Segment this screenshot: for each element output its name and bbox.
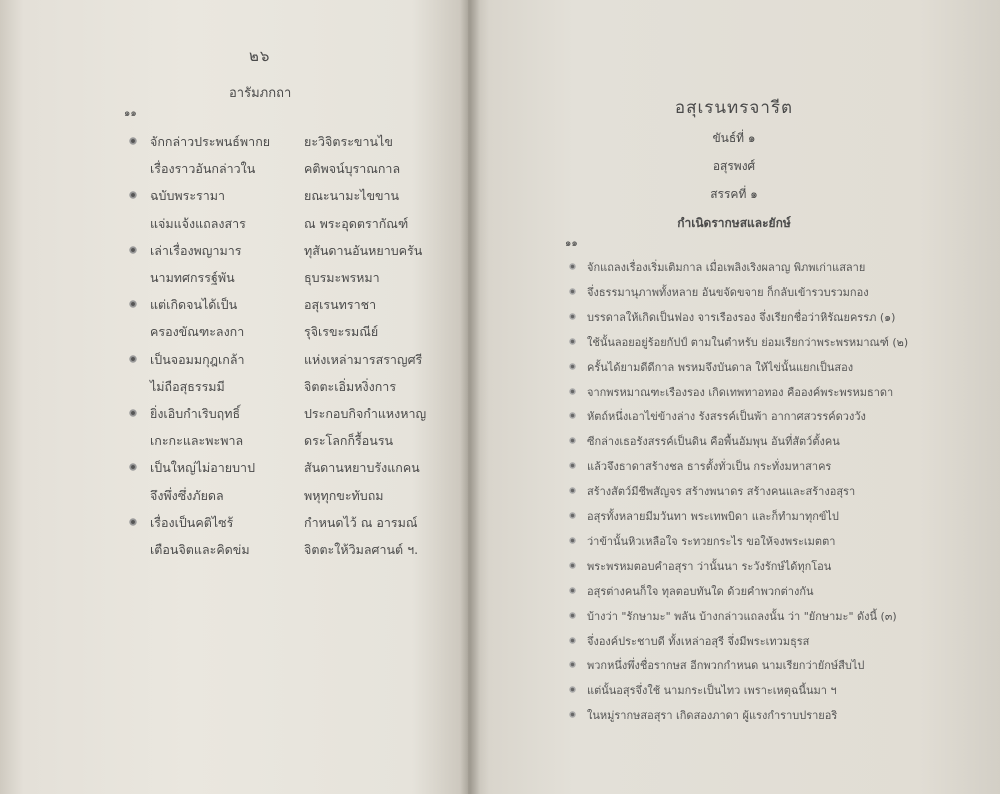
poem-line [468, 258, 1000, 280]
verse-bullet-icon [129, 409, 137, 417]
poem-line-text: ว่าข้านั้นหิวเหลือใจ ระทวยกระไร ขอให้จงพระเมตตา [587, 534, 836, 548]
verse-row [0, 486, 468, 508]
poem-line [468, 656, 1000, 678]
verse-bullet-icon [129, 191, 137, 199]
verse-row [0, 214, 468, 236]
verse-row [0, 295, 468, 317]
verse-second-hemistich: ณ พระอุดตรากัณฑ์ [304, 215, 409, 231]
poem-line [468, 632, 1000, 654]
verse-second-hemistich: ยะวิจิตระขานไข [304, 134, 393, 149]
verse-first-hemistich: ฉบับพระรามา [150, 188, 226, 204]
poem-bullet-icon [569, 288, 576, 295]
section-heading: อสุรพงศ์ [712, 159, 756, 173]
verse-second-hemistich: กำหนดไว้ ณ อารมณ์ [304, 514, 418, 530]
poem-line [468, 407, 1000, 429]
left-page [0, 0, 468, 794]
verse-second-hemistich: พหุทุกขะทับถม [304, 487, 384, 503]
poem-bullet-icon [569, 562, 576, 569]
right-page [468, 0, 1000, 794]
poem-line-text: จึ่งองค์ประชาบดี ทั้งเหล่าอสุรี จึ่งมีพระเทวมธุรส [587, 634, 810, 648]
verse-first-hemistich: ไม่ถือสุธรรมมี [150, 378, 225, 394]
verse-bullet-icon [129, 137, 137, 145]
section-mark-left: ๑๑ [124, 108, 137, 119]
poem-line [468, 457, 1000, 479]
verse-bullet-icon [129, 518, 137, 526]
chapter-title: อสุเรนทรจารีต [674, 98, 794, 118]
verse-bullet-icon [129, 355, 137, 363]
verse-first-hemistich: แต่เกิดจนได้เป็น [150, 297, 238, 313]
poem-line [468, 532, 1000, 554]
poem-line [468, 607, 1000, 629]
poem-line-text: บ้างว่า "รักษามะ" พลัน บ้างกล่าวแถลงนั้น ว่า "ยักษามะ" ดังนี้ (๓) [587, 609, 897, 623]
verse-first-hemistich: เตือนจิตและคิดข่ม [150, 542, 250, 557]
verse-bullet-icon [129, 463, 137, 471]
poem-bullet-icon [569, 363, 576, 370]
section-mark-right: ๑๑ [565, 238, 578, 249]
poem-line-text: อสุรต่างคนก็ใจ ทุลตอบทันใด ด้วยคำพวกต่างกัน [587, 584, 814, 598]
poem-line-text: ครั้นได้ยามดีดีกาล พรหมจึงบันดาล ให้ไข่นั้นแยกเป็นสอง [587, 360, 854, 374]
verse-second-hemistich: ทุสันดานอันหยาบครัน [304, 242, 423, 258]
verse-row [0, 431, 468, 453]
poem-line [468, 308, 1000, 330]
verse-first-hemistich: เรื่องราวอันกล่าวใน [150, 161, 256, 177]
verse-row [0, 132, 468, 154]
poem-line-text: พวกหนึ่งพึ่งชื่อรากษส อีกพวกกำหนด นามเรียกว่ายักษ์สืบไป [587, 659, 865, 673]
poem-line [468, 557, 1000, 579]
verse-first-hemistich: นามทศกรรฐ์พัน [150, 270, 235, 285]
poem-line [468, 582, 1000, 604]
verse-first-hemistich: เป็นจอมมกุฎเกล้า [150, 351, 245, 367]
verse-first-hemistich: เกะกะและพะพาล [150, 433, 244, 449]
poem-line [468, 283, 1000, 305]
poem-bullet-icon [569, 512, 576, 519]
verse-first-hemistich: จึงพึ่งซึ่งภัยดล [150, 487, 224, 503]
poem-line [468, 681, 1000, 703]
verse-bullet-icon [129, 300, 137, 308]
poem-bullet-icon [569, 313, 576, 320]
verse-row [0, 241, 468, 263]
poem-bullet-icon [569, 263, 576, 270]
poem-line-text: หัตถ์หนึ่งเอาไข่ข้างล่าง รังสรรค์เป็นพ้า อากาศสวรรค์ดวงวัง [587, 410, 866, 424]
poem-line-text: บรรดาลให้เกิดเป็นฟอง จารเรืองรอง จึ่งเรียกชื่อว่าหิรัณยครรภ (๑) [587, 310, 896, 324]
verse-row [0, 268, 468, 290]
verse-second-hemistich: ดระโลกก็รื้อนรน [304, 433, 394, 449]
poem-bullet-icon [569, 462, 576, 469]
verse-second-hemistich: จิตตะเอิ่มหงิ่งการ [304, 378, 397, 394]
verse-row [0, 540, 468, 562]
poem-bullet-icon [569, 711, 576, 718]
verse-first-hemistich: ยิ่งเอิบกำเริบฤทธิ์ [150, 406, 241, 421]
verse-row [0, 513, 468, 535]
page-number: ๒๖ [249, 47, 271, 65]
poem-bullet-icon [569, 412, 576, 419]
verse-second-hemistich: รุจิเรขะรมณีย์ [304, 324, 379, 340]
poem-line-text: สร้างสัตว์มีชีพสัญจร สร้างพนาดร สร้างคนและสร้างอสุรา [587, 485, 856, 499]
verse-second-hemistich: แห่งเหล่ามารสราญศรี [304, 351, 423, 367]
verse-row [0, 458, 468, 480]
poem-line-text: แล้วจึงธาดาสร้างชล ธารตั้งทั่วเป็น กระทั่งมหาสาคร [587, 460, 832, 474]
verse-first-hemistich: เล่าเรื่องพญามาร [150, 242, 242, 258]
verse-row [0, 350, 468, 372]
verse-first-hemistich: แจ่มแจ้งแถลงสาร [150, 215, 246, 231]
poem-line-text: ซีกล่างเธอรังสรรค์เป็นดิน คือพื้นอัมพุน อันที่สัตว์ตั้งคน [587, 435, 840, 449]
canto-subtitle: กำเนิดรากษสและยักษ์ [677, 216, 791, 230]
verse-second-hemistich: ประกอบกิจกำแหงหาญ [304, 406, 427, 421]
verse-second-hemistich: สันดานหยาบรังแกคน [304, 460, 420, 476]
poem-line [468, 507, 1000, 529]
verse-row [0, 404, 468, 426]
poem-bullet-icon [569, 487, 576, 494]
verse-first-hemistich: จักกล่าวประพนธ์พากย [150, 134, 271, 149]
poem-line [468, 482, 1000, 504]
poem-bullet-icon [569, 338, 576, 345]
verse-first-hemistich: เป็นใหญ่ไม่อายบาป [150, 460, 256, 476]
poem-line-text: แต่นั้นอสุรจึ่งใช้ นามกระเป็นไทว เพราะเหตุฉนี้นมา ฯ [587, 684, 837, 698]
section-title-left: อารัมภกถา [229, 86, 292, 101]
verse-row [0, 377, 468, 399]
poem-line [468, 383, 1000, 405]
poem-line [468, 706, 1000, 728]
poem-bullet-icon [569, 437, 576, 444]
poem-line-text: ในหมู่รากษสอสุรา เกิดสองภาดา ผู้แรงกำราบปรายอริ [587, 709, 838, 723]
canto-number: สรรคที่ ๑ [710, 187, 758, 201]
poem-bullet-icon [569, 612, 576, 619]
poem-bullet-icon [569, 388, 576, 395]
poem-bullet-icon [569, 686, 576, 693]
verse-second-hemistich: ยณะนามะไขขาน [304, 188, 400, 204]
poem-bullet-icon [569, 661, 576, 668]
verse-second-hemistich: ธุบรมะพรหมา [304, 270, 380, 285]
poem-line [468, 358, 1000, 380]
poem-line-text: จักแถลงเรื่องเริ่มเติมกาล เมื่อเพลิงเริงผลาญ พิภพเก่าแสลาย [587, 261, 866, 274]
book-spine [460, 0, 480, 794]
poem-line-text: จากพรหมาณฑะเรืองรอง เกิดเทพทาอทอง คือองค์พระพรหมธาดา [587, 385, 894, 399]
verse-bullet-icon [129, 246, 137, 254]
poem-line-text: ใช้นั้นลอยอยู่ร้อยกัปป์ ตามในตำหรับ ย่อมเรียกว่าพระพรหมาณฑ์ (๒) [587, 335, 909, 349]
verse-second-hemistich: อสุเรนทราชา [304, 297, 377, 313]
poem-bullet-icon [569, 537, 576, 544]
chapter-number: ขันธ์ที่ ๑ [712, 131, 756, 145]
verse-row [0, 322, 468, 344]
verse-row [0, 159, 468, 181]
verse-second-hemistich: คติพจน์บุราณกาล [304, 161, 401, 177]
verse-second-hemistich: จิตตะให้วิมลศานต์ ฯ. [304, 542, 419, 557]
poem-line-text: พระพรหมตอบคำอสุรา ว่านั้นนา ระวังรักษ์ได้ทุกโอน [587, 559, 832, 573]
verse-row [0, 186, 468, 208]
poem-bullet-icon [569, 637, 576, 644]
verse-first-hemistich: เรื่องเป็นคติไซร้ [150, 514, 234, 530]
verse-first-hemistich: ครองขัณฑะลงกา [150, 324, 245, 340]
poem-bullet-icon [569, 587, 576, 594]
poem-line [468, 432, 1000, 454]
poem-line [468, 333, 1000, 355]
poem-line-text: จึ่งธรรมานุภาพทั้งหลาย อันขจัดขจาย ก็กลับเข้ารวบรวมกอง [587, 285, 869, 299]
poem-line-text: อสุรทั้งหลายมีมวันทา พระเทพบิดา และก็ทำมาทุกข์ไป [587, 510, 839, 523]
